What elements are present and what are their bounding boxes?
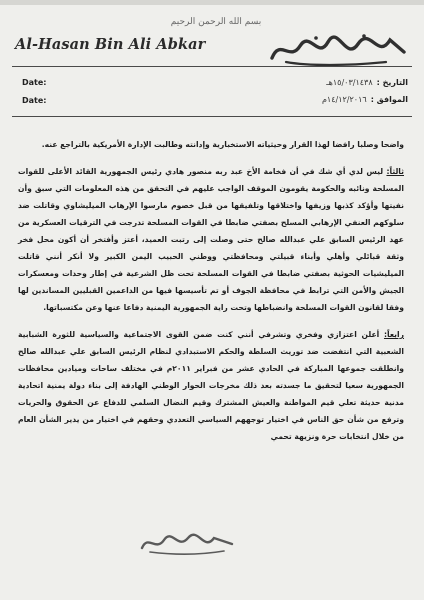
corresponding-label: الموافق : — [370, 94, 408, 104]
header-rule — [12, 66, 412, 67]
date-gregorian-value: ١٤/١٢/٢٠١٦م — [321, 94, 367, 104]
date-label-en: Date: — [22, 78, 47, 87]
date-hijri-value: ١٥/٠٣/١٤٣٨هـ — [326, 77, 373, 87]
paragraph-third-text: ليس لدي أي شك في أن فخامة الأخ عبد ربه منصور هادي رئيس الجمهورية القائد الأعلى للقوات المسلحة ونائبه والحكومة يقومون الموقف الواجب عليهم في التحقق من هذه المعلومات التي سبق وأن نفيتها وأؤكد كذبها وزيفها واختلاقها وتلفيقها من قبل خصوم مارسوا الإرهاب الميليشاوي وقاتلت ضد سلوكهم العنفي الإرهابي المسلح بصفتي ضابطا في القوات المسلحة تدرجت في الترقيات العسكرية من عهد الرئيس السابق علي عبدالله صالح حتى وصلت إلى رتبت العميد، أعتز وأفتخر أن أكون محل فخر وثقة قبائلي وأهلي وأبناء قبيلتي ومحافظتي ووطني الحبيب اليمن الكبير ولا أنكر أنني قاتلت الميليشيات الحوثية بصفتي ضابطا في القوات المسلحة تحت ظل الشرعية في إطار وحدات ومعسكرات الجيش والأمن التي ترابط في محافظة الجوف أو تم تأسيسها فيها من الداعمين القبليين المساندين لها وفقا لقانون القوات المسلحة وانضباطها وتحت راية الجمهورية اليمنية دفاعا عنها وعن مكتسباتها. — [18, 167, 404, 312]
date-hijri-row — [158, 76, 408, 88]
letter-body — [18, 136, 404, 526]
header-bottom-rule — [12, 116, 412, 117]
paragraph-fourth-text: أعلن اعتزازي وفخري وتشرفي أنني كنت ضمن القوى الاجتماعية والسياسية للثورة الشبابية الشعبية التي انتفضت ضد توريث السلطة والحكم الاستبدادي لنظام الرئيس السابق علي عبدالله صالح وانطلقت جموعها المباركة في الحادي عشر من فبراير ٢٠١١م في مختلف ساحات وميادين محافظات الجمهورية سعيا لتحقيق ما جسدته بعد ذلك مخرجات الحوار الوطني الهادفة إلى بناء دولة يمنية اتحادية مدنية حديثة تعلي قيم المواطنة والعيش المشترك وقيم النضال السلمي للدفاع عن الحقوق والحريات وترفع من شأن حق الناس في اختيار توجههم السياسي التعددي وحقهم في اختيار من يدير الشأن العام من خلال انتخابات حرة ونزيهة تحمي — [18, 330, 404, 441]
date-gregorian-row — [158, 93, 408, 105]
paragraph-continuation: واضحا وصلبا رافضا لهذا القرار وحيثياته الاستخبارية وإدانته وطالبت الإدارة الأمريكية بالتراجع عنه. — [41, 140, 404, 149]
date-ar-label: التاريخ : — [376, 77, 408, 87]
letterhead-name-en: Al-Hasan Bin Ali Abkar — [15, 36, 206, 53]
top-edge — [0, 0, 424, 5]
paragraph-third-lead: ثالثاً: — [386, 167, 404, 176]
signature-calligraphy — [138, 530, 238, 556]
paragraph-third — [18, 163, 404, 316]
bismillah-calligraphy: بسم الله الرحمن الرحيم — [170, 17, 262, 27]
paragraph-fourth-lead: رابعاً: — [383, 330, 404, 339]
paragraph-fourth — [18, 326, 404, 445]
letterhead-calligraphy-logo — [268, 32, 408, 68]
date-label-en-2: Date: — [22, 96, 47, 105]
